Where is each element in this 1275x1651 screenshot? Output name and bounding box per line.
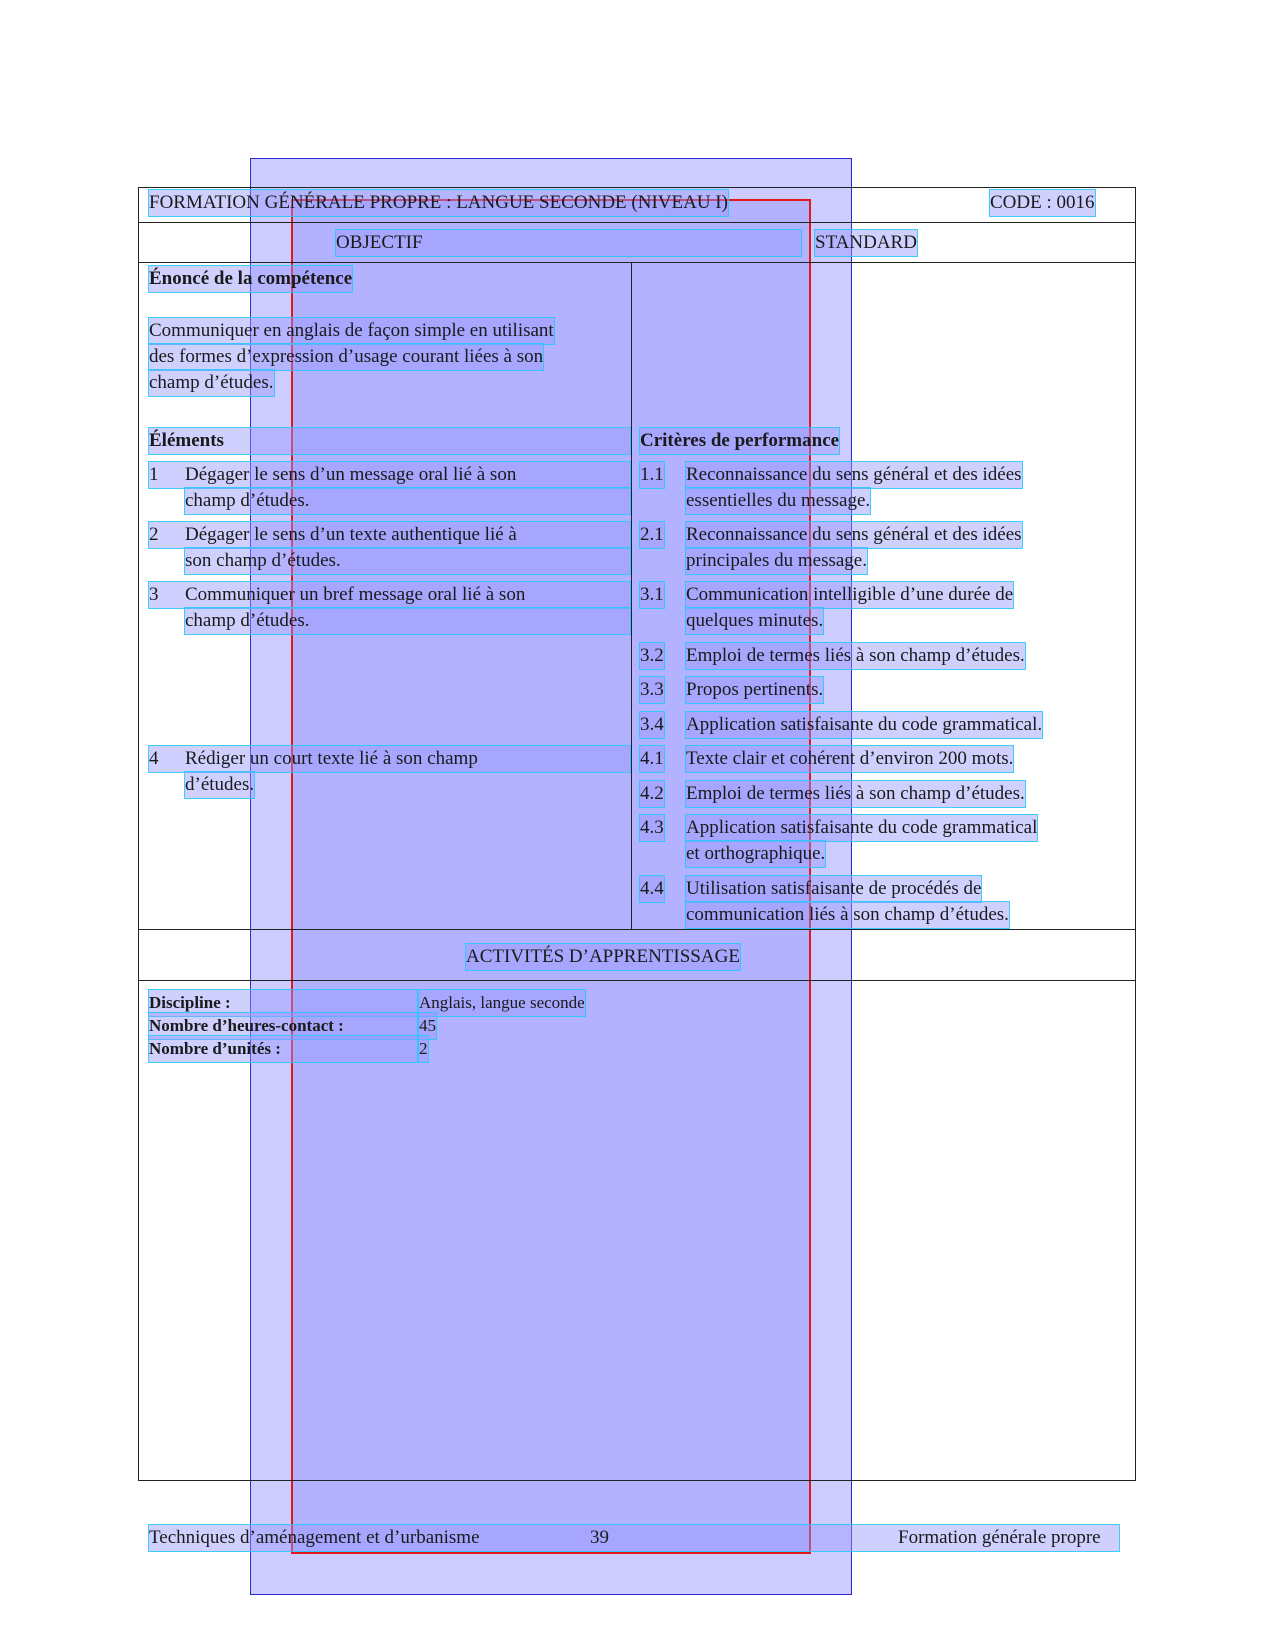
column-divider: [631, 262, 632, 929]
criterion-text: et orthographique.: [686, 841, 825, 867]
criterion-number: 3.3: [640, 677, 664, 703]
element-number: 1: [149, 462, 630, 488]
units-value: 2: [419, 1036, 428, 1062]
element-text: d’études.: [185, 772, 254, 798]
competence-line: Communiquer en anglais de façon simple en utilisant: [149, 318, 554, 344]
criterion-text: essentielles du message.: [686, 488, 870, 514]
element-text: Communiquer un bref message oral lié à son: [185, 584, 526, 605]
criterion-number: 2.1: [640, 522, 664, 548]
criterion-text: Texte clair et cohérent d’environ 200 mots.: [686, 746, 1013, 772]
page-number: 39: [590, 1527, 609, 1548]
document-title: FORMATION GÉNÉRALE PROPRE : LANGUE SECONDE (NIVEAU I): [149, 190, 728, 216]
criterion-number: 3.1: [640, 582, 664, 608]
criterion-text: Reconnaissance du sens général et des idées: [686, 522, 1022, 548]
criteria-heading: Critères de performance: [640, 428, 839, 454]
criterion-text: quelques minutes.: [686, 608, 823, 634]
activities-heading: ACTIVITÉS D’APPRENTISSAGE: [466, 944, 740, 970]
criterion-text: Emploi de termes liés à son champ d’études.: [686, 781, 1025, 807]
element-number: 3: [149, 582, 630, 608]
element-text: Rédiger un court texte lié à son champ: [185, 748, 478, 769]
column-standard: STANDARD: [815, 230, 917, 256]
rule-activities-top: [138, 929, 1136, 930]
footer-program: Techniques d’aménagement et d’urbanisme: [149, 1525, 1119, 1551]
discipline-value: Anglais, langue seconde: [419, 990, 585, 1016]
criterion-text: Utilisation satisfaisante de procédés de: [686, 876, 981, 902]
units-label: Nombre d’unités :: [149, 1036, 417, 1062]
element-text: champ d’études.: [185, 608, 630, 634]
competence-line: des formes d’expression d’usage courant liées à son: [149, 344, 543, 370]
rule-header: [138, 222, 1136, 223]
element-text: son champ d’études.: [185, 548, 630, 574]
elements-heading: Éléments: [149, 428, 630, 454]
criterion-text: principales du message.: [686, 548, 867, 574]
criterion-text: Emploi de termes liés à son champ d’études.: [686, 643, 1025, 669]
footer-section: Formation générale propre: [898, 1527, 1101, 1548]
criterion-number: 3.4: [640, 712, 664, 738]
discipline-label: Discipline :: [149, 990, 417, 1016]
criterion-number: 4.4: [640, 876, 664, 902]
rule-activities-bottom: [138, 980, 1136, 981]
element-text: Dégager le sens d’un texte authentique lié à: [185, 524, 517, 545]
competence-heading: Énoncé de la compétence: [149, 266, 352, 292]
rule-columns: [138, 262, 1136, 263]
criterion-text: Reconnaissance du sens général et des idées: [686, 462, 1022, 488]
criterion-text: communication liés à son champ d’études.: [686, 902, 1009, 928]
criterion-number: 4.1: [640, 746, 664, 772]
criterion-number: 3.2: [640, 643, 664, 669]
criterion-number: 1.1: [640, 462, 664, 488]
criterion-text: Application satisfaisante du code grammatical: [686, 815, 1037, 841]
criterion-number: 4.2: [640, 781, 664, 807]
element-number: 2: [149, 522, 630, 548]
criterion-number: 4.3: [640, 815, 664, 841]
criterion-text: Communication intelligible d’une durée de: [686, 582, 1013, 608]
element-number: 4: [149, 746, 630, 772]
criterion-text: Propos pertinents.: [686, 677, 823, 703]
element-text: champ d’études.: [185, 488, 630, 514]
competence-line: champ d’études.: [149, 370, 274, 396]
element-text: Dégager le sens d’un message oral lié à son: [185, 464, 517, 485]
document-code: CODE : 0016: [990, 190, 1095, 216]
hours-label: Nombre d’heures-contact :: [149, 1013, 417, 1039]
column-objective: OBJECTIF: [336, 230, 801, 256]
criterion-text: Application satisfaisante du code grammatical.: [686, 712, 1042, 738]
hours-value: 45: [419, 1013, 436, 1039]
